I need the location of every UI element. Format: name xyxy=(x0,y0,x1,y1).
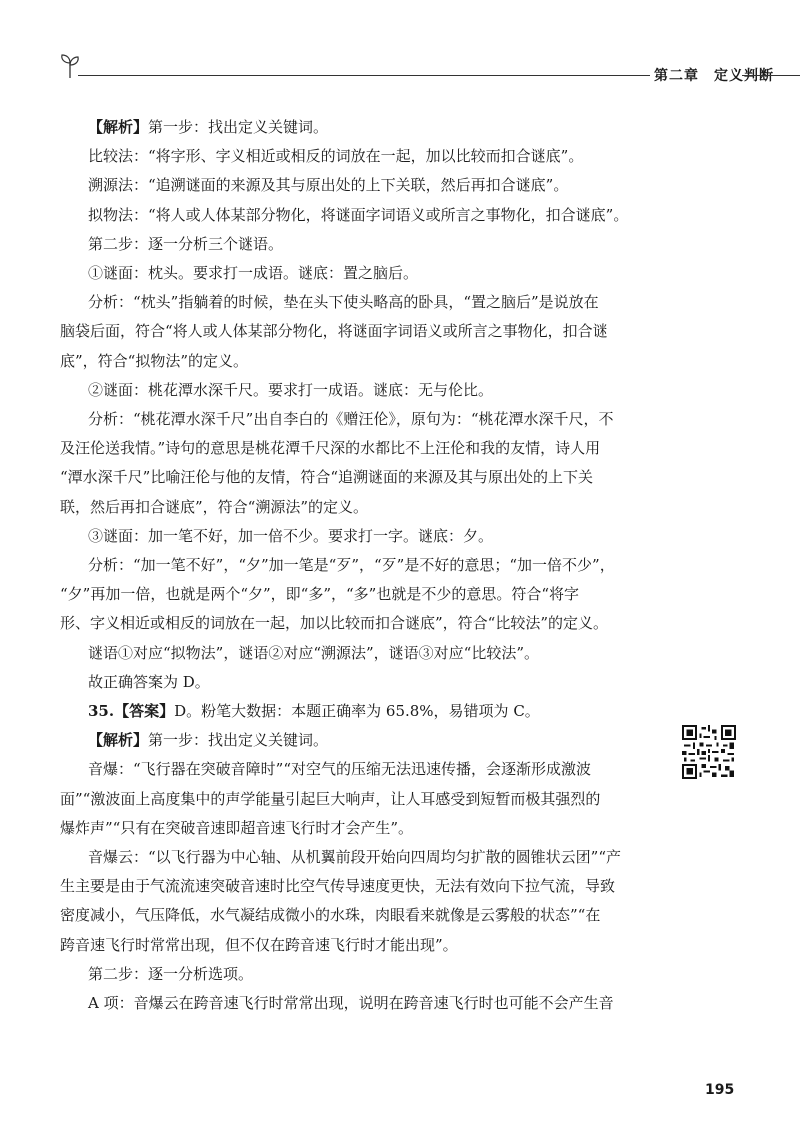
text-segment: 音爆云：“以飞行器为中心轴、从机翼前段开始向四周均匀扩散的圆锥状云团”“产 xyxy=(88,848,622,867)
text-line xyxy=(60,989,660,1018)
text-segment: 比较法：“将字形、字义相近或相反的词放在一起，加以比较而扣合谜底”。 xyxy=(88,147,584,166)
text-segment: 生主要是由于气流流速突破音速时比空气传导速度更快，无法有效向下拉气流，导致 xyxy=(60,877,616,896)
page-body xyxy=(60,113,660,1018)
sprout-icon xyxy=(60,52,80,80)
page-number: 195 xyxy=(705,1082,735,1098)
text-segment: 面”“激波面上高度集中的声学能量引起巨大响声，让人耳感受到短暂而极其强烈的 xyxy=(60,789,601,808)
text-segment: 第一步：找出定义关键词。 xyxy=(148,118,329,136)
text-segment: 分析：“桃花潭水深千尺”出自李白的《赠汪伦》，原句为：“桃花潭水深千尺，不 xyxy=(88,410,614,429)
text-segment: 谜语①对应“拟物法”，谜语②对应“溯源法”，谜语③对应“比较法”。 xyxy=(88,643,540,662)
text-line xyxy=(60,113,660,142)
text-segment: 密度减小，气压降低，水气凝结成微小的水珠，肉眼看来就像是云雾般的状态”“在 xyxy=(60,906,601,925)
text-segment: 分析：“枕头”指躺着的时候，垫在头下使头略高的卧具，“置之脑后”是说放在 xyxy=(88,293,599,312)
text-segment: 溯源法：“追溯谜面的来源及其与原出处的上下关联，然后再扣合谜底”。 xyxy=(88,176,569,195)
text-line xyxy=(60,171,660,200)
text-segment: ①谜面：枕头。要求打一成语。谜底：置之脑后。 xyxy=(88,264,419,283)
text-line xyxy=(60,551,660,580)
text-segment: 及汪伦送我情。”诗句的意思是桃花潭千尺深的水都比不上汪伦和我的友情，诗人用 xyxy=(60,439,601,458)
text-line xyxy=(60,142,660,171)
text-segment: 爆炸声”“只有在突破音速即超音速飞行时才会产生”。 xyxy=(60,818,414,837)
bracket-label: 35.【答案】 xyxy=(88,702,175,721)
text-line xyxy=(60,668,660,697)
text-segment: 形、字义相近或相反的词放在一起，加以比较而扣合谜底”，符合“比较法”的定义。 xyxy=(60,614,609,633)
text-line xyxy=(60,872,660,901)
text-line xyxy=(60,434,660,463)
text-line xyxy=(60,755,660,784)
text-segment: 联，然后再扣合谜底”，符合“溯源法”的定义。 xyxy=(60,497,369,516)
text-segment: “夕”再加一倍，也就是两个“夕”，即“多”，“多”也就是不少的意思。符合“将字 xyxy=(60,585,580,604)
text-line xyxy=(60,201,660,230)
text-segment: 第二步：逐一分析三个谜语。 xyxy=(88,234,284,253)
bracket-label: 【解析】 xyxy=(88,118,149,136)
text-line xyxy=(60,843,660,872)
text-segment: 底”，符合“拟物法”的定义。 xyxy=(60,351,249,370)
text-line xyxy=(60,463,660,492)
text-line xyxy=(60,317,660,346)
text-line xyxy=(60,376,660,405)
text-segment: ③谜面：加一笔不好，加一倍不少。要求打一字。谜底：夕。 xyxy=(88,526,494,545)
bracket-label: 【解析】 xyxy=(88,731,149,750)
text-line xyxy=(60,347,660,376)
text-line xyxy=(60,288,660,317)
text-line xyxy=(60,493,660,522)
text-segment: 故正确答案为 D。 xyxy=(88,672,210,691)
text-line xyxy=(60,931,660,960)
text-line xyxy=(60,609,660,638)
text-line xyxy=(60,639,660,668)
header-rule-left xyxy=(78,75,650,76)
text-line xyxy=(60,230,660,259)
text-line xyxy=(60,901,660,930)
text-segment: 跨音速飞行时常常出现，但不仅在跨音速飞行时才能出现”。 xyxy=(60,935,458,954)
text-segment: ②谜面：桃花潭水深千尺。要求打一成语。谜底：无与伦比。 xyxy=(88,380,494,399)
running-header xyxy=(60,52,774,92)
text-line xyxy=(60,960,660,989)
qr-code-icon xyxy=(682,725,736,779)
text-segment: 第二步：逐一分析选项。 xyxy=(88,964,254,983)
text-segment: A 项：音爆云在跨音速飞行时常常出现，说明在跨音速飞行时也可能不会产生音 xyxy=(88,994,614,1013)
text-segment: 音爆：“飞行器在突破音障时”“对空气的压缩无法迅速传播，会逐渐形成激波 xyxy=(88,760,592,779)
text-line xyxy=(60,405,660,434)
text-segment: 分析：“加一笔不好”，“夕”加一笔是“歹”，“歹”是不好的意思；“加一倍不少”， xyxy=(88,556,615,575)
text-line xyxy=(60,726,660,755)
text-segment: 脑袋后面，符合“将人或人体某部分物化，将谜面字词语义或所言之事物化，扣合谜 xyxy=(60,322,608,341)
text-line xyxy=(60,697,660,726)
text-line xyxy=(60,522,660,551)
text-line xyxy=(60,580,660,609)
text-line xyxy=(60,814,660,843)
text-line xyxy=(60,259,660,288)
text-segment: 第一步：找出定义关键词。 xyxy=(148,731,329,750)
text-segment: D。粉笔大数据：本题正确率为 65.8%，易错项为 C。 xyxy=(174,702,540,721)
header-rule-right xyxy=(742,75,800,76)
chapter-title: 第二章 定义判断 xyxy=(654,68,774,84)
text-segment: “潭水深千尺”比喻汪伦与他的友情，符合“追溯谜面的来源及其与原出处的上下关 xyxy=(60,468,594,487)
text-line xyxy=(60,785,660,814)
text-segment: 拟物法：“将人或人体某部分物化，将谜面字词语义或所言之事物化，扣合谜底”。 xyxy=(88,205,629,224)
